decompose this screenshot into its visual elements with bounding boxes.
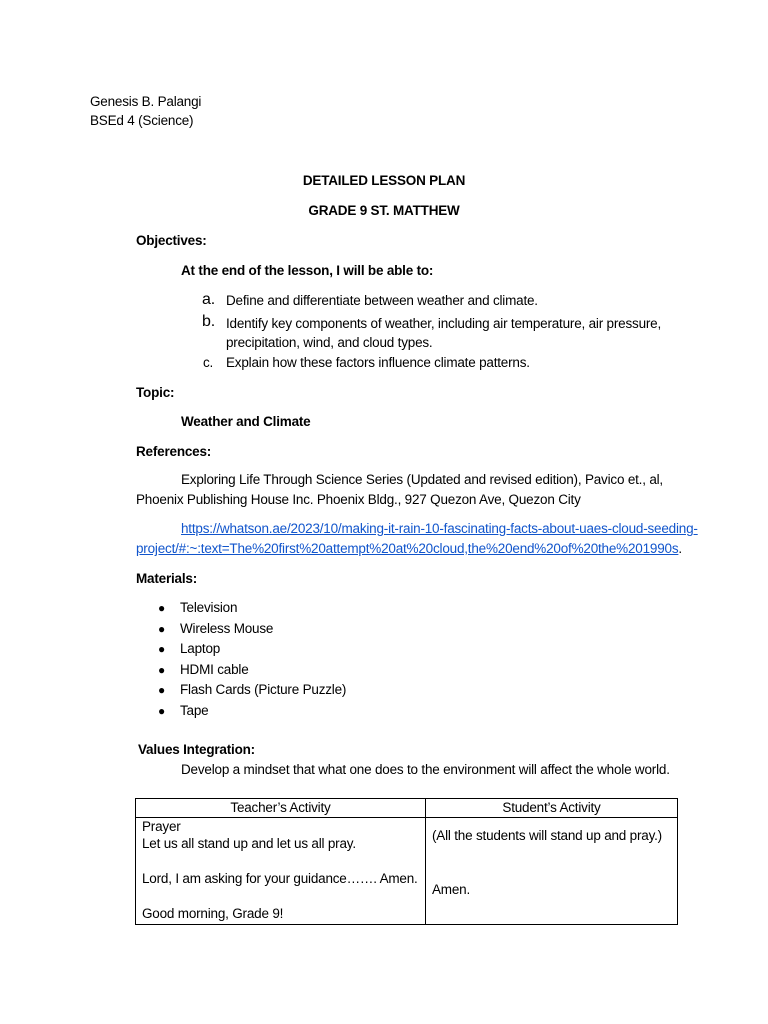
objective-marker: c. xyxy=(203,355,214,370)
objectives-heading: Objectives: xyxy=(136,233,207,248)
materials-heading: Materials: xyxy=(136,571,198,586)
reference-book-line2: Phoenix Publishing House Inc. Phoenix Bldg., 927 Quezon Ave, Quezon City xyxy=(136,492,581,507)
list-item xyxy=(158,682,346,703)
objective-marker: b. xyxy=(202,313,215,330)
table-row xyxy=(136,818,678,925)
objective-marker: a. xyxy=(202,291,215,308)
list-item xyxy=(158,641,346,662)
material-label: Television xyxy=(180,600,238,615)
bullet-icon: ● xyxy=(158,642,166,656)
bullet-icon: ● xyxy=(158,703,166,718)
objectives-intro: At the end of the lesson, I will be able to: xyxy=(181,263,434,278)
teacher-line: Good morning, Grade 9! xyxy=(142,906,284,921)
column-header-student: Student’s Activity xyxy=(426,799,678,818)
bullet-icon: ● xyxy=(158,601,166,615)
reference-link-continued-wrapper xyxy=(136,541,682,556)
student-line: (All the students will stand up and pray.) xyxy=(432,828,662,843)
list-item xyxy=(158,600,346,621)
references-heading: References: xyxy=(136,444,212,459)
material-label: Tape xyxy=(180,702,209,718)
material-label: Flash Cards (Picture Puzzle) xyxy=(180,682,347,697)
topic-value: Weather and Climate xyxy=(181,414,311,429)
objective-item: Explain how these factors influence climate patterns. xyxy=(226,355,530,370)
list-item xyxy=(158,662,346,683)
spacer xyxy=(142,852,419,870)
values-heading: Values Integration: xyxy=(138,742,255,757)
teacher-line: Let us all stand up and let us all pray. xyxy=(142,836,356,851)
activity-table xyxy=(135,798,678,925)
material-label: Laptop xyxy=(180,641,221,656)
teacher-line: Lord, I am asking for your guidance……. Amen. xyxy=(142,871,418,886)
reference-link-continued[interactable]: project/#:~:text=The%20first%20attempt%20at%20cloud,the%20end%20of%20the%201990s xyxy=(136,541,679,556)
column-header-teacher: Teacher’s Activity xyxy=(136,799,426,818)
objective-item: Identify key components of weather, including air temperature, air pressure, xyxy=(226,316,662,331)
reference-link-suffix: . xyxy=(678,541,682,556)
author-course: BSEd 4 (Science) xyxy=(90,113,194,128)
reference-link[interactable]: https://whatson.ae/2023/10/making-it-rain-10-fascinating-facts-about-uaes-cloud-seeding- xyxy=(181,521,698,536)
spacer xyxy=(432,844,671,881)
document-title: DETAILED LESSON PLAN xyxy=(302,173,466,188)
topic-heading: Topic: xyxy=(136,385,175,400)
student-line: Amen. xyxy=(432,882,471,897)
bullet-icon: ● xyxy=(158,662,166,677)
list-item xyxy=(158,621,346,642)
list-item xyxy=(158,703,346,724)
values-text: Develop a mindset that what one does to the environment will affect the whole world. xyxy=(181,762,670,777)
bullet-icon: ● xyxy=(158,683,166,697)
table-header-row xyxy=(136,799,678,818)
materials-list xyxy=(158,600,346,723)
student-activity-cell xyxy=(426,818,678,925)
objective-item: Define and differentiate between weather and climate. xyxy=(226,293,538,308)
material-label: HDMI cable xyxy=(180,661,249,677)
bullet-icon: ● xyxy=(158,621,166,636)
reference-book-line1: Exploring Life Through Science Series (Updated and revised edition), Pavico et., al, xyxy=(181,472,663,487)
teacher-activity-cell xyxy=(136,818,426,925)
document-subtitle: GRADE 9 ST. MATTHEW xyxy=(308,203,460,218)
author-name: Genesis B. Palangi xyxy=(90,94,202,109)
spacer xyxy=(142,887,419,905)
objective-item-continued: precipitation, wind, and cloud types. xyxy=(226,335,433,350)
teacher-prayer-label: Prayer xyxy=(142,819,181,834)
material-label: Wireless Mouse xyxy=(180,620,274,636)
